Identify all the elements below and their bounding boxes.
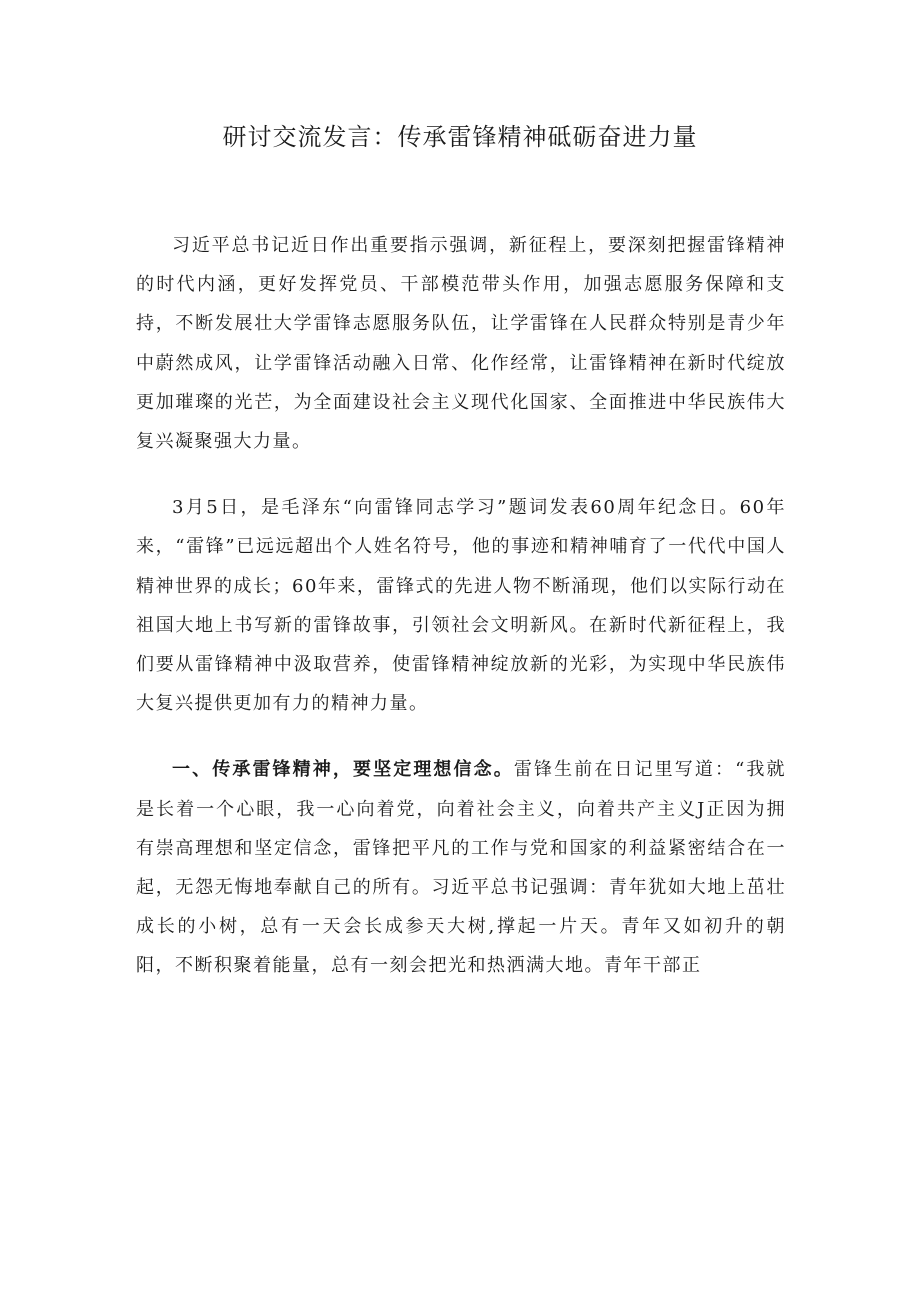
document-title: 研讨交流发言：传承雷锋精神砥砺奋进力量 (222, 123, 698, 151)
section-heading-lead: 一、传承雷锋精神，要坚定理想信念。 (172, 759, 514, 781)
paragraph-2 (136, 488, 786, 723)
paragraph-1 (136, 226, 786, 461)
paragraph-3 (136, 750, 786, 985)
paragraph-text: 3月5日，是毛泽东“向雷锋同志学习”题词发表60周年纪念日。60年来，“雷锋”已远远超出个人姓名符号，他的事迹和精神哺育了一代代中国人精神世界的成长；60年来，雷锋式的先进人物不断涌现，他们以实际行动在祖国大地上书写新的雷锋故事，引领社会文明新风。在新时代新征程上，我们要从雷锋精神中汲取营养，使雷锋精神绽放新的光彩，为实现中华民族伟大复兴提供更加有力的精神力量。 (136, 497, 786, 715)
paragraph-text: 雷锋生前在日记里写道：“我就是长着一个心眼，我一心向着党，向着社会主义，向着共产主义J正因为拥有崇高理想和坚定信念，雷锋把平凡的工作与党和国家的利益紧密结合在一起，无怨无悔地奉献自己的所有。习近平总书记强调：青年犹如大地上茁壮成长的小树，总有一天会长成参天大树,撑起一片天。青年又如初升的朝阳，不断积聚着能量，总有一刻会把光和热洒满大地。青年干部正 (136, 759, 787, 977)
document-body (136, 226, 786, 1013)
paragraph-text: 习近平总书记近日作出重要指示强调，新征程上，要深刻把握雷锋精神的时代内涵，更好发挥党员、干部模范带头作用，加强志愿服务保障和支持，不断发展壮大学雷锋志愿服务队伍，让学雷锋在人民群众特别是青少年中蔚然成风，让学雷锋活动融入日常、化作经常，让雷锋精神在新时代绽放更加璀璨的光芒，为全面建设社会主义现代化国家、全面推进中华民族伟大复兴凝聚强大力量。 (136, 235, 786, 453)
